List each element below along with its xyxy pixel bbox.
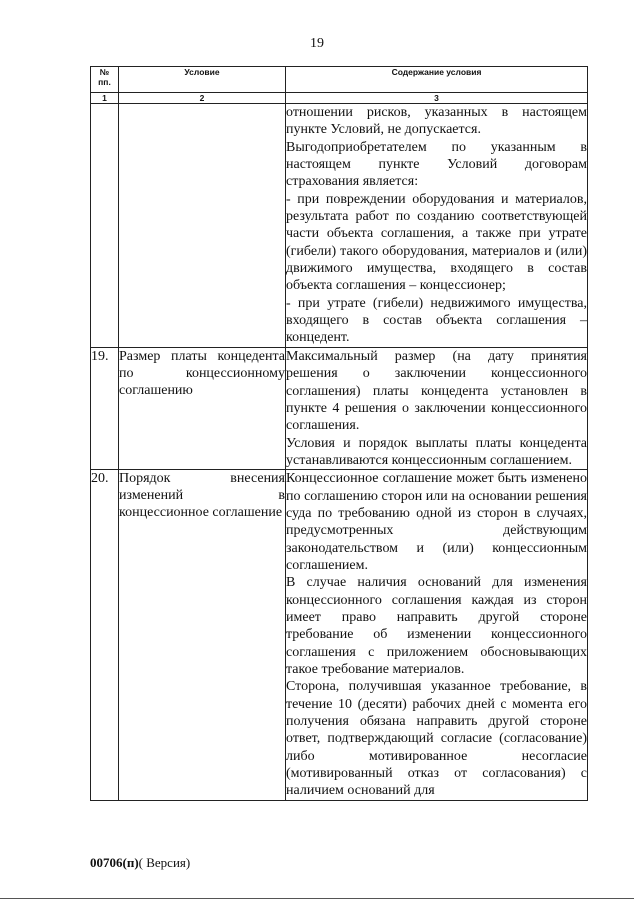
- column-number: 2: [119, 93, 286, 104]
- page-number: 19: [310, 36, 324, 51]
- column-number: 3: [286, 93, 588, 104]
- table-header-row: [91, 67, 588, 93]
- content-paragraph: Максимальный размер (на дату принятия решения о заключении концессионного соглашения) платы концедента установлен в пункте 4 решения о заключении концессионного соглашения.: [286, 348, 587, 434]
- row-condition: Порядок внесения изменений в концессионное соглашение: [119, 470, 286, 801]
- column-number: 1: [91, 93, 119, 104]
- content-paragraph: В случае наличия оснований для изменения концессионного соглашения каждая из сторон имеет право направить другой стороне требование об изменении концессионного соглашения с приложением обосновывающих такое требование материалов.: [286, 575, 587, 677]
- header-num: № пп.: [91, 67, 119, 93]
- content-paragraph: Выгодоприобретателем по указанным в настоящем пункте Условий договорам страхования является:: [286, 139, 587, 190]
- header-condition: Условие: [119, 67, 286, 93]
- footer-code: 00706(п): [90, 855, 139, 870]
- row-number: 20.: [91, 470, 119, 801]
- row-condition: [119, 104, 286, 348]
- table-row: [91, 347, 588, 469]
- content-paragraph: Концессионное соглашение может быть изменено по соглашению сторон или на основании решения суда по требованию одной из сторон в случаях, предусмотренных действующим законодательством и (или) концессионным соглашением.: [286, 471, 587, 573]
- content-paragraph: Условия и порядок выплаты платы концедента устанавливаются концессионным соглашением.: [286, 435, 587, 468]
- column-number-row: [91, 93, 588, 104]
- row-content: [286, 347, 588, 469]
- content-paragraph: - при утрате (гибели) недвижимого имущества, входящего в состав объекта соглашения – концедент.: [286, 295, 587, 346]
- table-row: [91, 104, 588, 348]
- content-paragraph: - при повреждении оборудования и материалов, результата работ по созданию соответствующей части объекта соглашения, а также при утрате (гибели) такого оборудования, материалов и (или) движимого имущества, входящего в состав объекта соглашения – концессионер;: [286, 191, 587, 294]
- conditions-table: [90, 66, 588, 801]
- content-paragraph: отношении рисков, указанных в настоящем пункте Условий, не допускается.: [286, 105, 587, 138]
- row-content: [286, 104, 588, 348]
- row-number: 19.: [91, 347, 119, 469]
- header-content: Содержание условия: [286, 67, 588, 93]
- table-row: [91, 470, 588, 801]
- page-bottom-divider: [0, 898, 634, 899]
- row-number: [91, 104, 119, 348]
- row-condition: Размер платы концедента по концессионному соглашению: [119, 347, 286, 469]
- row-content: [286, 470, 588, 801]
- content-paragraph: Сторона, получившая указанное требование, в течение 10 (десяти) рабочих дней с момента его получения обязана направить другой стороне ответ, подтверждающий согласие (согласование) либо мотивированное несогласие (мотивированный отказ от согласования) с наличием оснований для: [286, 679, 587, 799]
- footer: [90, 855, 190, 871]
- footer-version: ( Версия): [138, 855, 191, 870]
